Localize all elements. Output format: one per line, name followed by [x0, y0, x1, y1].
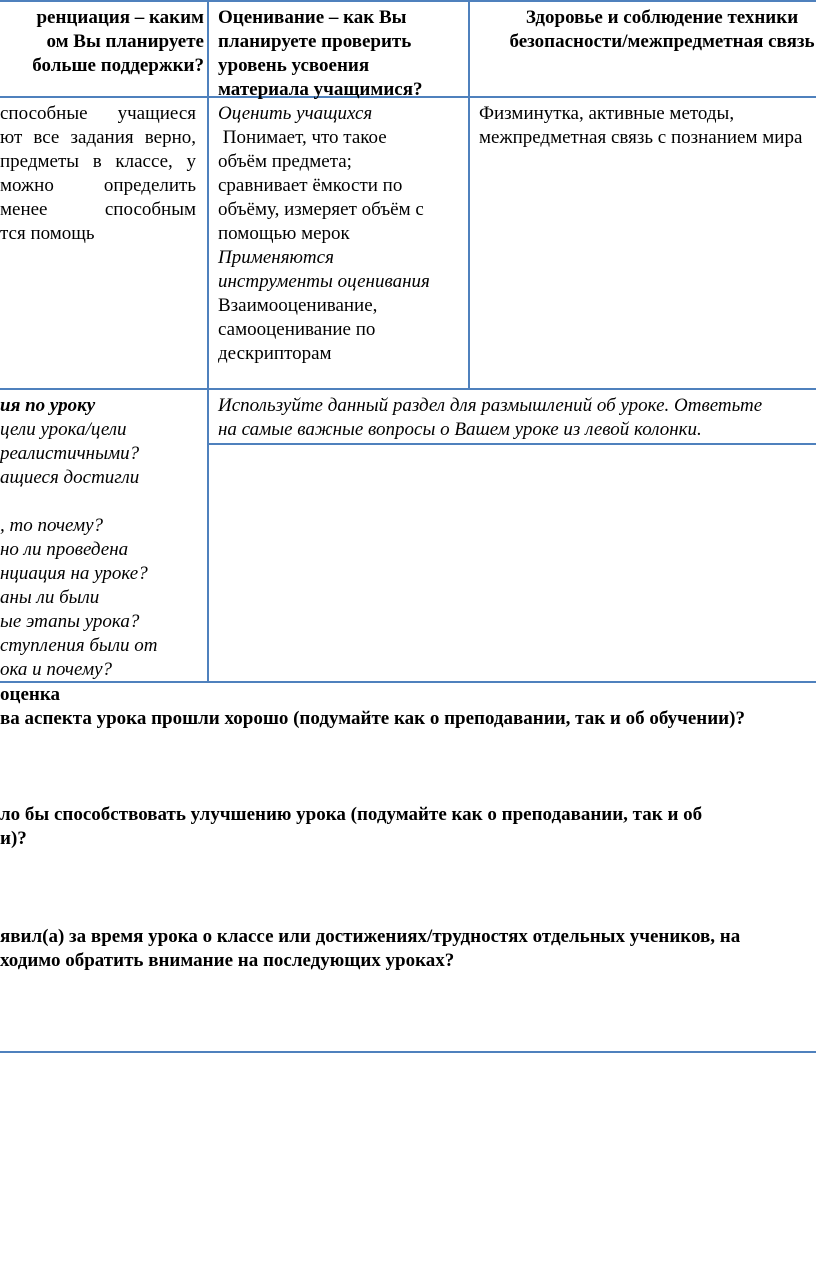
assessment-question-2-block	[0, 803, 816, 851]
reflection-instruction-line: на самые важные вопросы о Вашем уроке из левой колонки.	[218, 419, 702, 440]
reflection-title: ия по уроку	[0, 395, 96, 416]
row1-col2-line: Взаимооценивание,	[218, 295, 378, 316]
header-col3-line: безопасности/межпредметная связь	[509, 31, 815, 52]
reflection-questions	[0, 394, 204, 682]
row1-col1-line: предметы в классе, у	[0, 151, 196, 172]
reflection-question-line: цели урока/цели	[0, 419, 127, 440]
assessment-subtitle: Оценить учащихся	[218, 103, 373, 124]
reflection-instruction-line: Используйте данный раздел для размышлений об уроке. Ответьте	[218, 395, 763, 416]
reflection-question-line: но ли проведена	[0, 539, 129, 560]
header-col1-line: ом Вы планируете	[46, 31, 204, 52]
assessment-question-2-line: ло бы способствовать улучшению урока (подумайте как о преподавании, так и об	[0, 804, 703, 825]
row1-col1-line: способные учащиеся	[0, 103, 196, 124]
header-col2-line: планируете проверить	[218, 31, 412, 52]
assessment-question-1: ва аспекта урока прошли хорошо (подумайте как о преподавании, так и об обучении)?	[0, 708, 745, 729]
header-col1-line: ренциация – каким	[36, 7, 204, 28]
row1-health-text	[479, 102, 816, 150]
row1-col2-line: помощью мерок	[218, 223, 350, 244]
row1-col2-tools-line: Применяются	[218, 247, 334, 268]
header-assessment	[218, 6, 466, 102]
header-col1-line: больше поддержки?	[32, 55, 204, 76]
reflection-question-line: ступления были от	[0, 635, 158, 656]
row1-col1-line: ют все задания верно,	[0, 127, 196, 148]
row1-col2-line: самооценивание по	[218, 319, 376, 340]
row1-col2-line: дескрипторам	[218, 343, 332, 364]
assessment-heading	[0, 683, 816, 731]
row1-col2-line: объём предмета;	[218, 151, 352, 172]
row1-differentiation-text	[0, 102, 196, 246]
instruction-divider	[208, 443, 816, 445]
header-col2-line: Оценивание – как Вы	[218, 7, 407, 28]
assessment-heading-text: оценка	[0, 684, 60, 705]
col-divider-2	[468, 0, 470, 389]
col-divider-1	[207, 0, 209, 683]
row1-col2-tools-line: инструменты оценивания	[218, 271, 430, 292]
row1-assessment-text	[218, 102, 466, 366]
row1-col1-line: тся помощь	[0, 223, 95, 244]
row1-bottom-border	[0, 388, 816, 390]
row1-col2-line: сравнивает ёмкости по	[218, 175, 403, 196]
assessment-question-2-line: и)?	[0, 828, 27, 849]
reflection-question-line: , то почему?	[0, 515, 104, 536]
reflection-question-line: нциация на уроке?	[0, 563, 148, 584]
assessment-question-3-line: ходимо обратить внимание на последующих уроках?	[0, 950, 455, 971]
table-top-border	[0, 0, 816, 2]
header-col2-line: материала учащимися?	[218, 79, 423, 100]
assessment-question-3-line: явил(а) за время урока о классе или достижениях/трудностях отдельных учеников, на	[0, 926, 741, 947]
reflection-question-line: аны ли были	[0, 587, 100, 608]
reflection-question-line: реалистичными?	[0, 443, 140, 464]
row1-col2-line: объёму, измеряет объём с	[218, 199, 424, 220]
header-col2-line: уровень усвоения	[218, 55, 370, 76]
row1-col3-line: межпредметная связь с познанием мира	[479, 127, 803, 148]
reflection-question-line: ока и почему?	[0, 659, 113, 680]
reflection-question-line: ые этапы урока?	[0, 611, 140, 632]
reflection-question-line: ащиеся достигли	[0, 467, 140, 488]
reflection-question-line	[0, 490, 204, 514]
header-health-safety	[492, 6, 816, 54]
header-differentiation	[0, 6, 204, 78]
row1-col3-line: Физминутка, активные методы,	[479, 103, 735, 124]
assessment-bottom-border	[0, 1051, 816, 1053]
reflection-instruction	[218, 394, 816, 442]
assessment-question-3-block	[0, 925, 816, 973]
row1-col1-line: менее способным	[0, 199, 196, 220]
row1-col1-line: можно определить	[0, 175, 196, 196]
row1-col2-line: Понимает, что такое	[218, 127, 387, 148]
header-col3-line: Здоровье и соблюдение техники	[525, 7, 799, 28]
